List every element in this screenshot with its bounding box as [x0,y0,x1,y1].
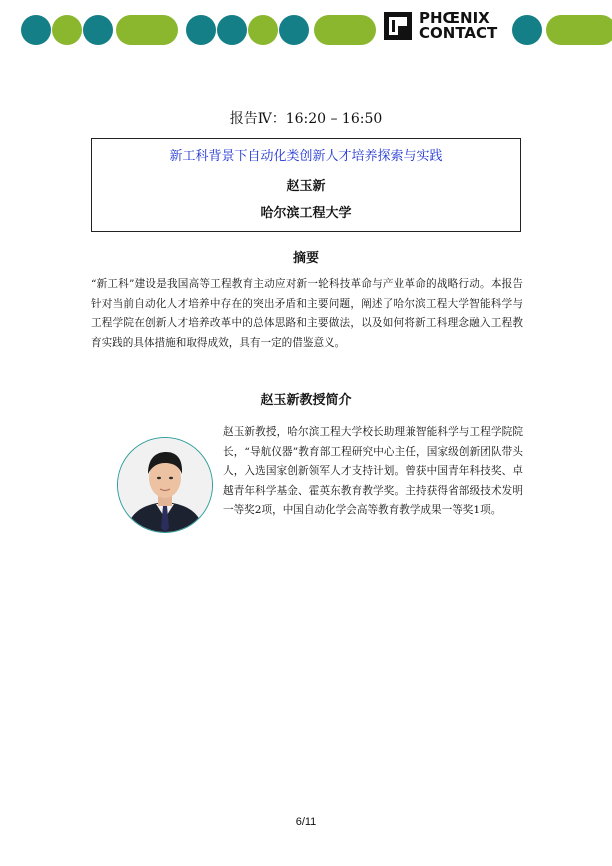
speaker-photo [117,437,213,533]
speaker-name: 赵玉新 [286,179,326,194]
abstract-heading: 摘要 [292,251,319,266]
banner-dot [248,15,278,45]
abstract-text: “新工科”建设是我国高等工程教育主动应对新一轮科技革命与产业革命的战略行动。本报告针对当前自动化人才培养中存在的突出矛盾和主要问题，阐述了哈尔滨工程大学智能科学与工程学院在创新人才培养改革中的总体思路和主要做法，以及如何将新工科理念融入工程教育实践的具体措施和取得成效，具有一定的借鉴意义。 [91,278,523,349]
talk-info-box [91,138,521,232]
speaker-affiliation: 哈尔滨工程大学 [260,206,352,221]
session-time: 报告Ⅳ：16:20 – 16:50 [229,111,383,127]
logo-text-line1: PHŒNIX [419,9,490,27]
portrait-illustration [118,438,212,532]
bio-text: 赵玉新教授，哈尔滨工程大学校长助理兼智能科学与工程学院院长，“导航仪器”教育部工程研究中心主任，国家级创新团队带头人，入选国家创新领军人才支持计划。曾获中国青年科技奖、卓越青年科学基金、霍英东教育教学奖。主持获得省部级技术发明一等奖2项，中国自动化学会高等教育教学成果一等奖1项。 [223,426,523,516]
logo-mark-icon [383,11,413,41]
talk-title: 新工科背景下自动化类创新人才培养探索与实践 [169,149,443,164]
banner-dot [217,15,247,45]
banner-pill [116,15,178,45]
banner-pill [546,15,612,45]
banner-dot [512,15,542,45]
banner-dot [83,15,113,45]
banner-dot [52,15,82,45]
banner-dot [186,15,216,45]
bio-heading: 赵玉新教授简介 [260,393,352,408]
phoenix-contact-logo [383,11,509,45]
banner-pill [314,15,376,45]
header-banner [0,0,612,48]
logo-text-line2: CONTACT [419,24,498,42]
page-number: 6/11 [295,816,317,828]
banner-dot [21,15,51,45]
banner-dot [279,15,309,45]
